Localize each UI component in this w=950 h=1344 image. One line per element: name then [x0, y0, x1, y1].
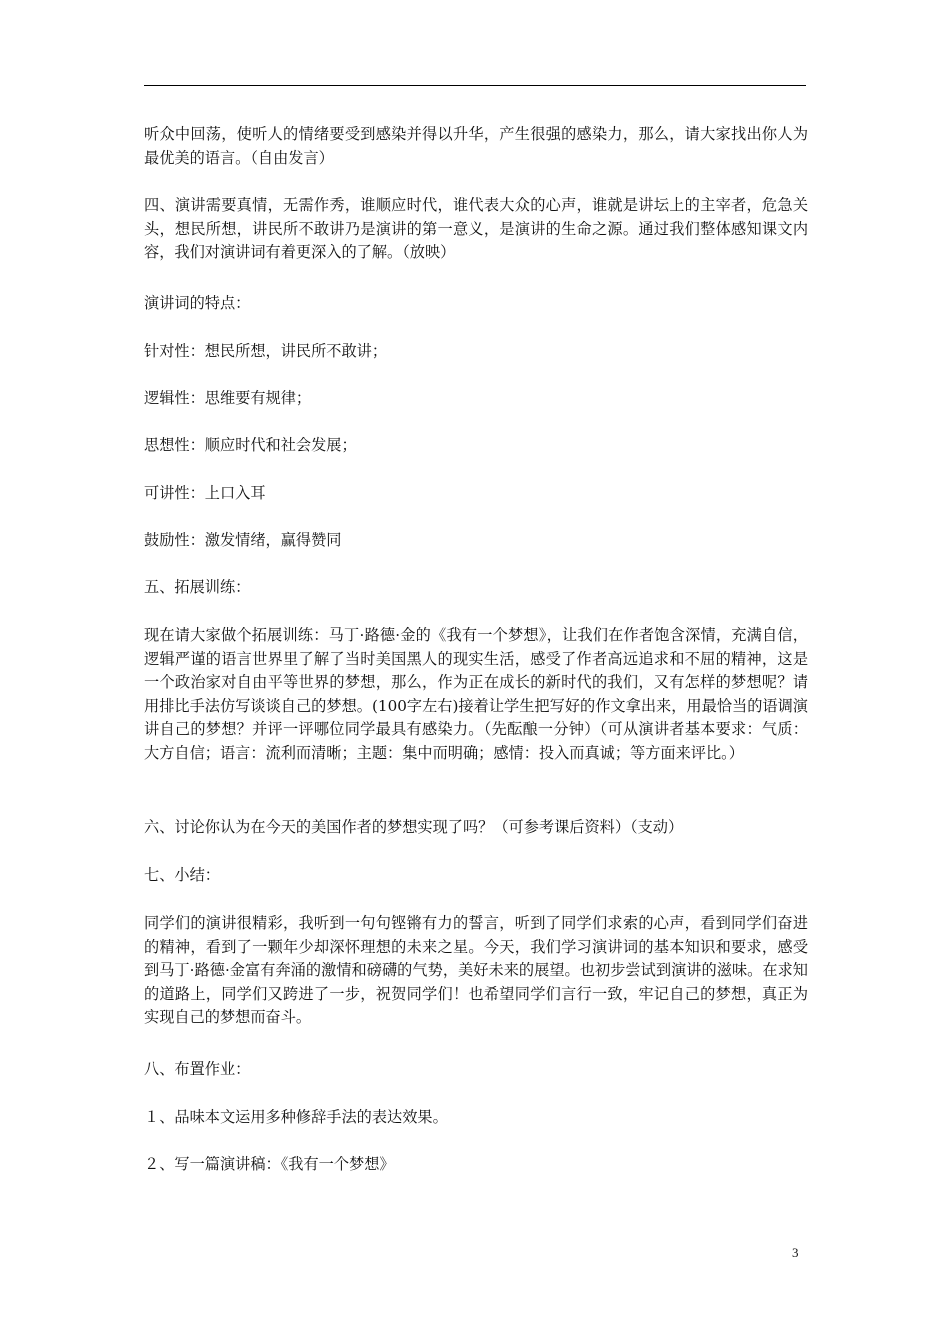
paragraph-intro-continuation: 听众中回荡，使听人的情绪要受到感染并得以升华，产生很强的感染力，那么，请大家找出你人为最优美的语言。（自由发言）	[144, 125, 808, 167]
page-number: 3	[792, 1245, 799, 1260]
paragraph-section-six: 六、讨论你认为在今天的美国作者的梦想实现了吗？（可参考课后资料）（支动）	[144, 818, 684, 836]
paragraph-summary: 同学们的演讲很精彩，我听到一句句铿锵有力的誓言，听到了同学们求索的心声，看到同学们奋进的精神，看到了一颗年少却深怀理想的未来之星。今天，我们学习演讲词的基本知识和要求，感受到马丁·路德·金富有奔涌的激情和磅礴的气势，美好未来的展望。也初步尝试到演讲的滋味。在求知的道路上，同学们又跨进了一步，祝贺同学们！也希望同学们言行一致，牢记自己的梦想，真正为实现自己的梦想而奋斗。	[144, 914, 808, 1026]
header-rule	[144, 85, 806, 86]
paragraph-section-five-heading: 五、拓展训练：	[144, 578, 251, 596]
paragraph-feature-speakable: 可讲性：上口入耳	[144, 484, 266, 502]
paragraph-feature-encouraging: 鼓励性：激发情绪，赢得赞同	[144, 531, 342, 549]
paragraph-extension-training: 现在请大家做个拓展训练：马丁·路德·金的《我有一个梦想》，让我们在作者饱含深情，充满自信，逻辑严谨的语言世界里了解了当时美国黑人的现实生活，感受了作者高远追求和不屈的精神，这是一个政治家对自由平等世界的梦想，那么，作为正在成长的新时代的我们，又有怎样的梦想呢？请用排比手法仿写谈谈自己的梦想。(100字左右)接着让学生把写好的作文拿出来，用最恰当的语调演讲自己的梦想？并评一评哪位同学最具有感染力。（先酝酿一分钟）（可从演讲者基本要求：气质：大方自信；语言：流利而清晰；主题：集中而明确；感情：投入而真诚；等方面来评比。）	[144, 626, 808, 762]
paragraph-homework-two: ２、写一篇演讲稿：《我有一个梦想》	[144, 1155, 395, 1173]
paragraph-homework-one: １、品味本文运用多种修辞手法的表达效果。	[144, 1108, 448, 1126]
paragraph-section-eight-heading: 八、布置作业：	[144, 1060, 251, 1078]
paragraph-feature-logic: 逻辑性：思维要有规律；	[144, 389, 312, 407]
paragraph-features-heading: 演讲词的特点：	[144, 294, 251, 312]
paragraph-section-four: 四、演讲需要真情，无需作秀，谁顺应时代，谁代表大众的心声，谁就是讲坛上的主宰者，危急关头，想民所想，讲民所不敢讲乃是演讲的第一意义，是演讲的生命之源。通过我们整体感知课文内容，我们对演讲词有着更深入的了解。（放映）	[144, 196, 808, 261]
paragraph-feature-thought: 思想性：顺应时代和社会发展；	[144, 436, 357, 454]
paragraph-section-seven-heading: 七、小结：	[144, 866, 220, 884]
paragraph-feature-targeted: 针对性：想民所想，讲民所不敢讲；	[144, 342, 387, 360]
